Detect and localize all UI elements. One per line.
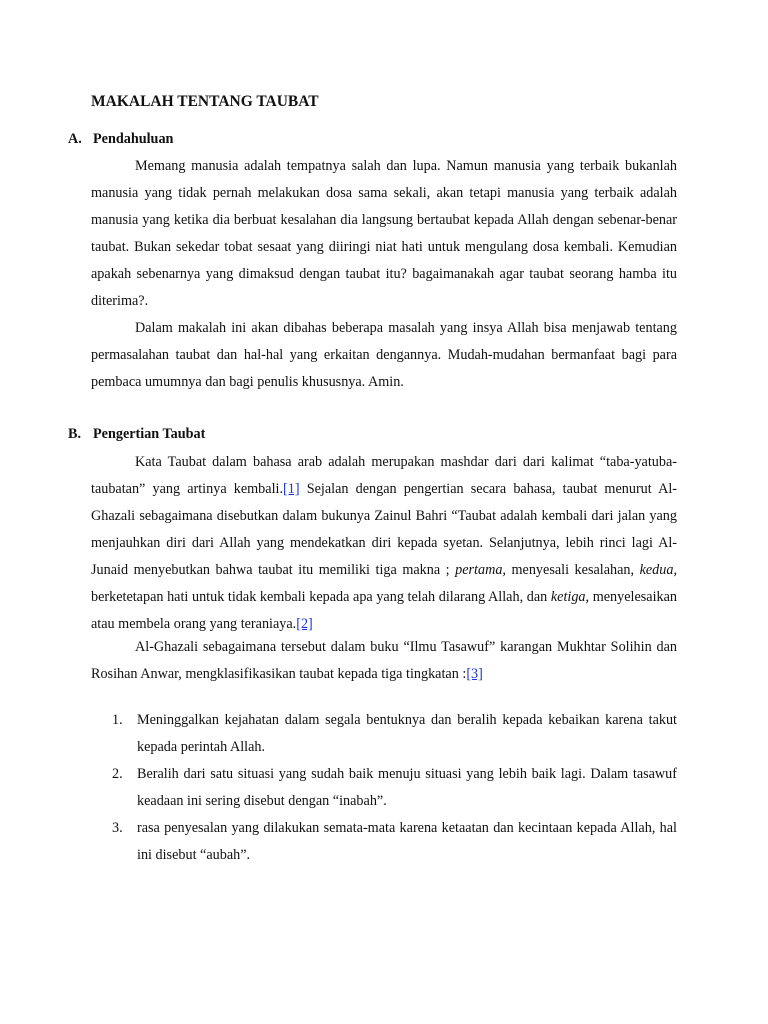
emphasis-text: pertama,: [455, 562, 506, 578]
paragraph-text: Dalam makalah ini akan dibahas beberapa masalah yang insya Allah bisa menjawab tentang permasalahan taubat dan hal-hal yang erkaitan dengannya. Mudah-mudahan bermanfaat bagi para pembaca umumnya dan bagi penulis khususnya. Amin.: [91, 320, 677, 390]
list-item-text: Meninggalkan kejahatan dalam segala bentuknya dan beralih kepada kebaikan karena takut kepada perintah Allah.: [137, 712, 677, 755]
section-heading-pengertian-taubat: [68, 426, 205, 443]
footnote-link-3[interactable]: [3]: [466, 666, 483, 682]
numbered-list: [91, 707, 677, 869]
section-title: Pendahuluan: [93, 131, 174, 147]
list-item: [91, 707, 677, 761]
list-number: 3.: [112, 820, 123, 836]
list-number: 2.: [112, 766, 123, 782]
paragraph-text: , menyelesaikan atau membela orang yang teraniaya.: [91, 589, 678, 632]
footnote-link-1[interactable]: [1]: [283, 481, 300, 497]
section-title: Pengertian Taubat: [93, 426, 206, 442]
list-number: 1.: [112, 712, 123, 728]
paragraph-text: Memang manusia adalah tempatnya salah dan lupa. Namun manusia yang terbaik bukanlah manusia yang tidak pernah melakukan dosa sama sekali, akan tetapi manusia yang terbaik adalah manusia yang ketika dia berbuat kesalahan dia langsung bertaubat kepada Allah dengan sebenar-benar taubat. Bukan sekedar tobat sesaat yang diiringi niat hati untuk mengulang dosa kembali. Kemudian apakah sebenarnya yang dimaksud dengan taubat itu? bagaimanakah agar taubat seorang hamba itu diterima?.: [91, 158, 677, 309]
list-item-text: Beralih dari satu situasi yang sudah baik menuju situasi yang lebih baik lagi. Dalam tasawuf keadaan ini sering disebut dengan “inabah”.: [137, 766, 677, 809]
footnote-link-2[interactable]: [2]: [296, 616, 313, 632]
paragraph: [91, 449, 677, 638]
section-letter: B.: [68, 426, 82, 442]
paragraph-text: Al-Ghazali sebagaimana tersebut dalam buku “Ilmu Tasawuf” karangan Mukhtar Solihin dan Rosihan Anwar, mengklasifikasikan taubat kepada tiga tingkatan :: [91, 639, 677, 682]
list-item-text: rasa penyesalan yang dilakukan semata-mata karena ketaatan dan kecintaan kepada Allah, hal ini disebut “aubah”.: [137, 820, 677, 863]
paragraph-text: menyesali kesalahan,: [505, 562, 640, 578]
emphasis-text: kedua,: [639, 562, 677, 578]
section-letter: A.: [68, 131, 82, 147]
document-title: MAKALAH TENTANG TAUBAT: [91, 93, 319, 110]
paragraph-text: Kata Taubat dalam bahasa arab adalah merupakan mashdar dari dari kalimat “taba-yatuba-taubatan” yang artinya kembali.: [91, 454, 677, 497]
emphasis-text: ketiga: [550, 589, 586, 605]
list-item: [91, 815, 677, 869]
paragraph-text: berketetapan hati untuk tidak kembali kepada apa yang telah dilarang Allah, dan: [91, 589, 551, 605]
paragraph: [91, 153, 677, 315]
paragraph: [91, 634, 677, 688]
list-item: [91, 761, 677, 815]
section-heading-pendahuluan: [68, 131, 173, 148]
paragraph-text: Sejalan dengan pengertian secara bahasa, taubat menurut Al-Ghazali sebagaimana disebutkan dalam bukunya Zainul Bahri “Taubat adalah kembali dari jalan yang menjauhkan diri dari Allah yang mendekatkan diri kepada syetan. Selanjutnya, lebih rinci lagi Al-Junaid menyebutkan bahwa taubat itu memiliki tiga makna ;: [91, 481, 677, 578]
paragraph: [91, 315, 677, 396]
